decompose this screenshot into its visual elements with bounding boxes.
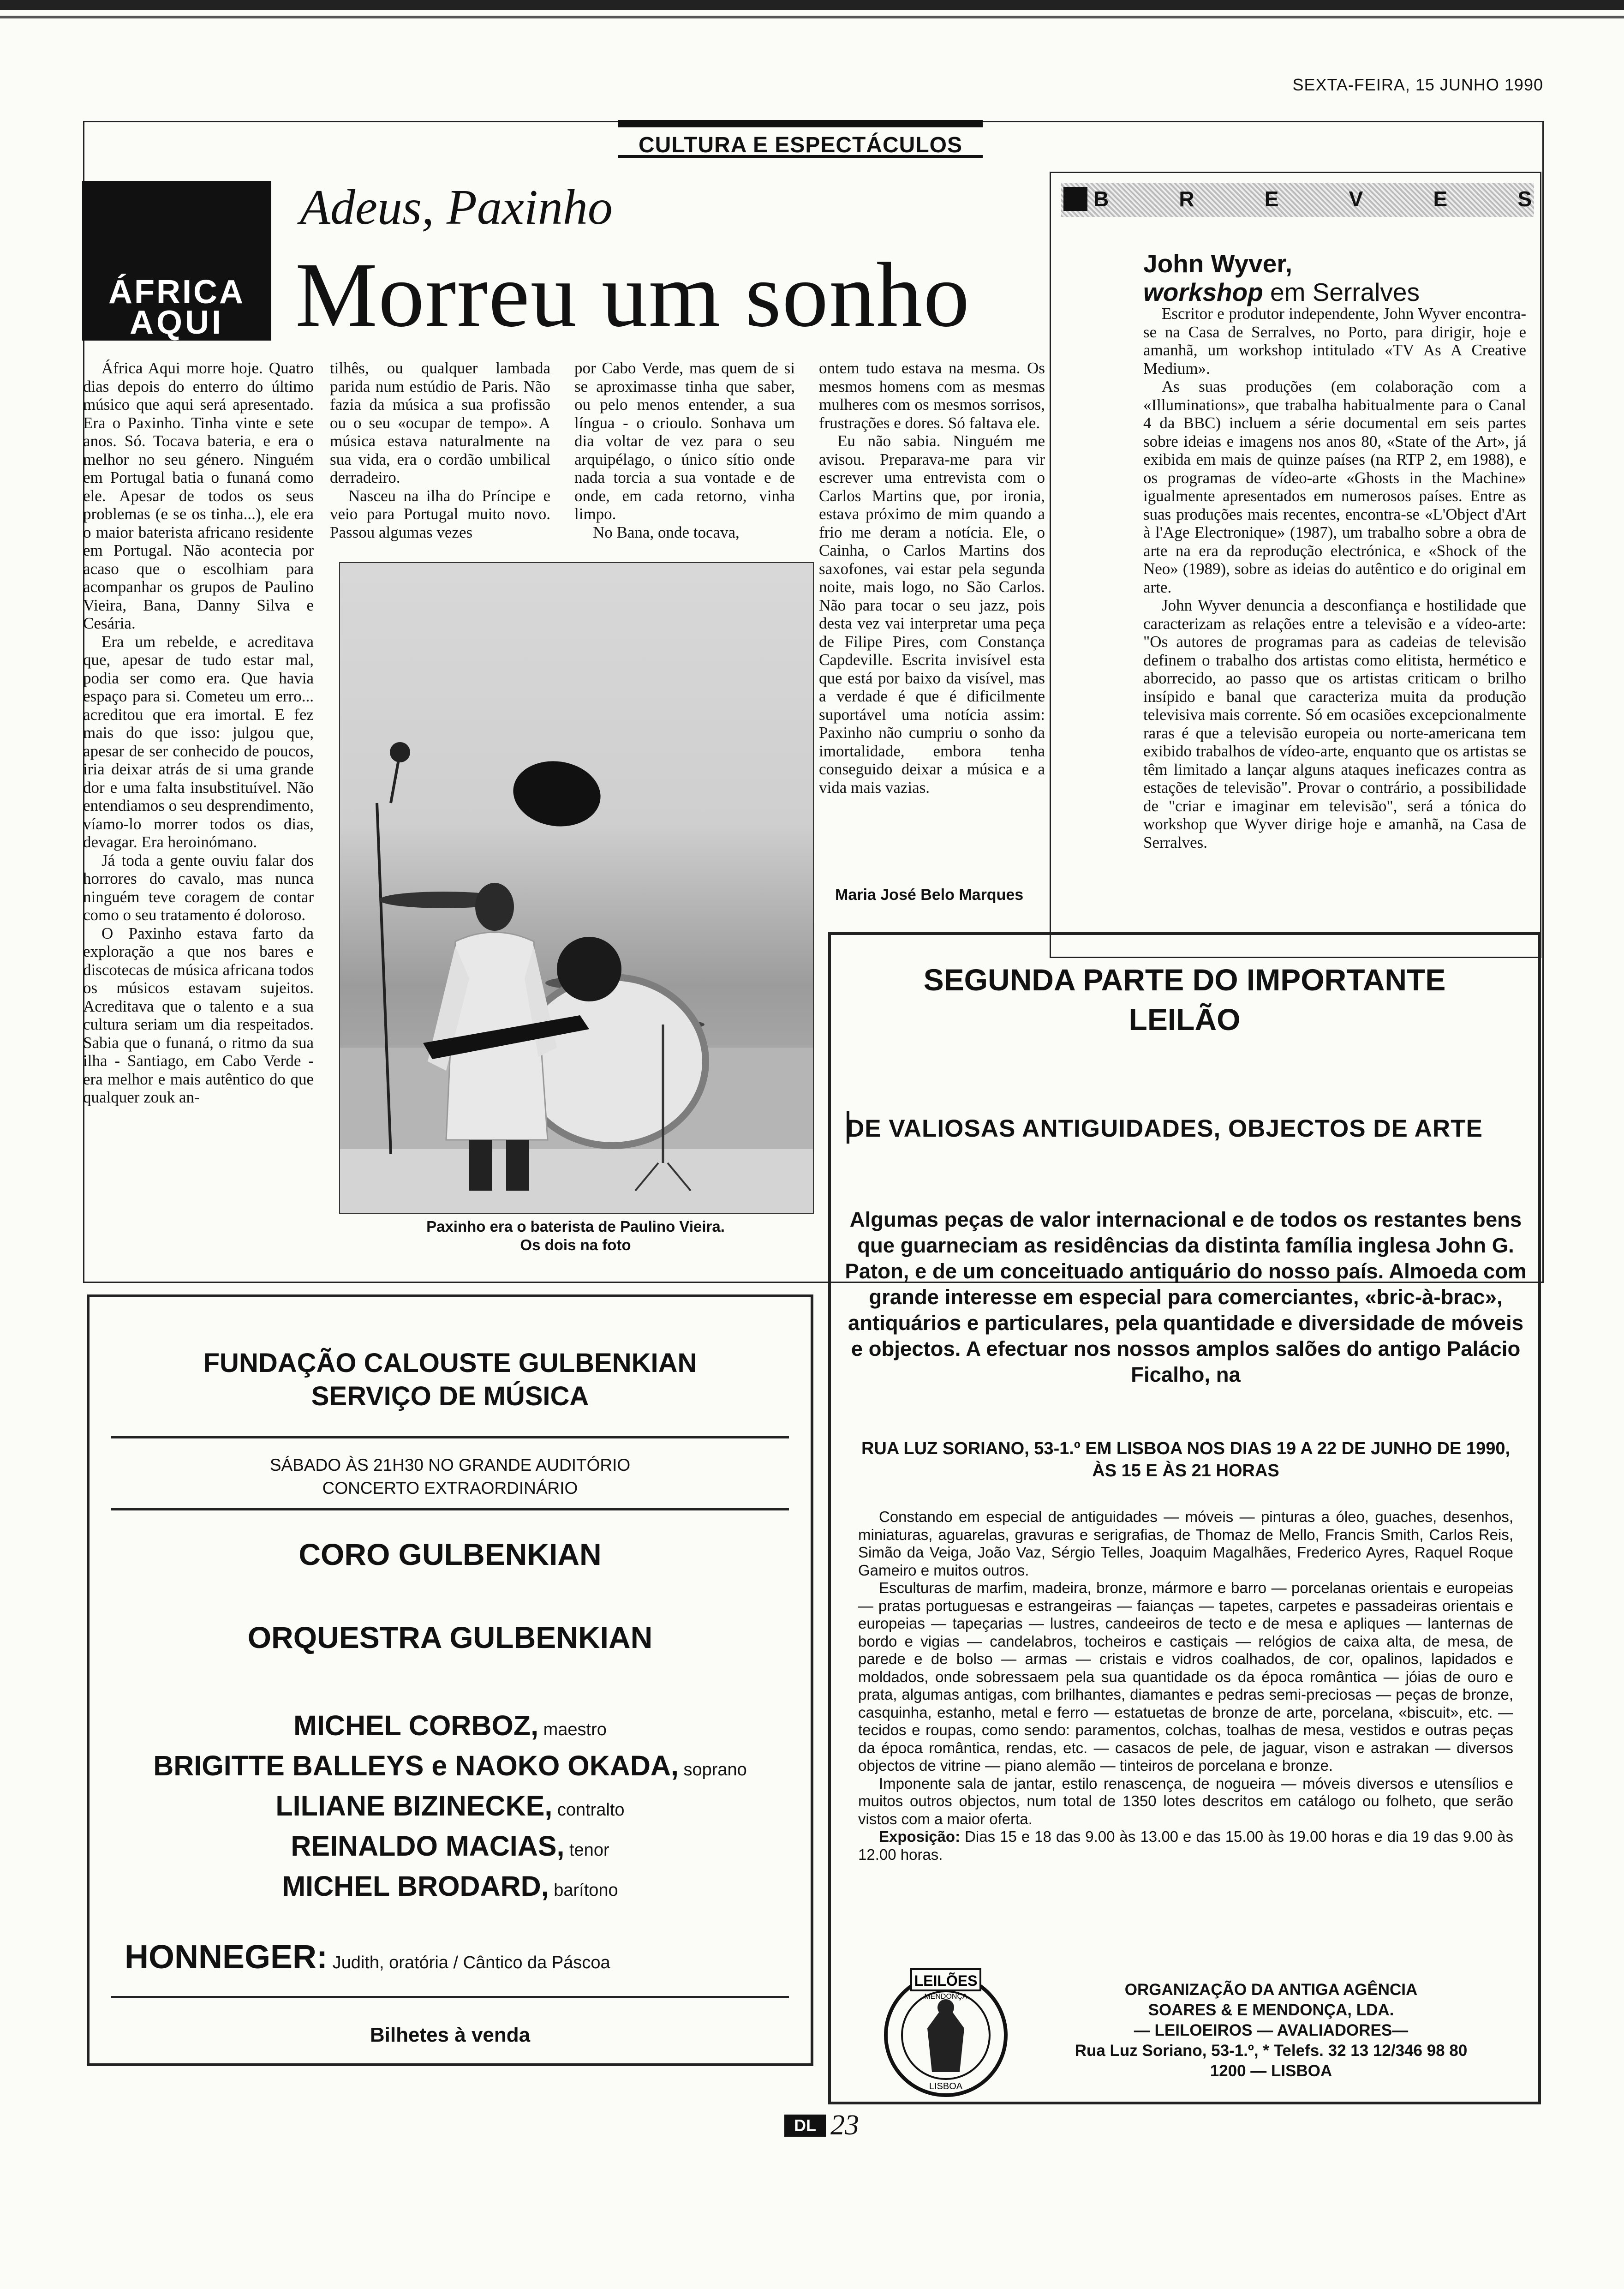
divider	[111, 1996, 789, 1998]
exhibition	[858, 1828, 1513, 1864]
schedule-line: SÁBADO ÀS 21H30 NO GRANDE AUDITÓRIO	[269, 1456, 631, 1474]
photo-illustration	[340, 563, 813, 1213]
paragraph: Já toda a gente ouviu falar dos horrores do cavalo, mas nunca ninguém teve coragem de contar como o seu tratamento é doloroso.	[83, 851, 314, 924]
article-headline: Morreu um sonho	[295, 244, 971, 346]
performer	[87, 1708, 813, 1748]
breves-square-icon	[1063, 187, 1087, 211]
performer-role: maestro	[538, 1720, 607, 1739]
paragraph: John Wyver denuncia a desconfiança e hostilidade que caracterizam as relações entre a televisão e a vídeo-arte: "Os autores de programas para as cadeias de televisão definem o trabalho dos artistas como elitista, hermético e aborrecido, ao passo que os artistas criticam o brilho insípido e banal que caracteriza muita da produção televisiva mais corrente. Só em ocasiões excepcionalmente raras é que a televisão europeia ou norte-americana tem exibido trabalhos de vídeo-arte, enquanto que os artistas se têm limitado a lançar alguns ataques ineficazes contra as estações de televisão". Provar o contrário, a possibilidade de "criar e imaginar em televisão", será a tónica do workshop que Wyver dirige hoje e amanhã, na Casa de Serralves.	[1143, 596, 1526, 851]
breves-title-place: em Serralves	[1263, 278, 1420, 306]
paragraph: ontem tudo estava na mesma. Os mesmos homens com as mesmas mulheres com os mesmos sorrisos, frustrações e dores. Só faltava ele.	[819, 359, 1045, 432]
paragraph: Constando em especial de antiguidades — móveis — pinturas a óleo, guaches, desenhos, miniaturas, aguarelas, gravuras e serigrafias, de Thomaz de Mello, Francis Smith, Carlos Reis, Simão da Veiga, João Vaz, Sérgio Telles, Joaquim Magalhães, Frederico Ayres, Raquel Roque Gameiro e muitos outros.	[858, 1508, 1513, 1579]
top-rule-thin	[0, 16, 1624, 18]
divider	[111, 1508, 789, 1510]
performer-role: soprano	[678, 1760, 747, 1780]
paragraph: Nasceu na ilha do Príncipe e veio para Portugal muito novo. Passou algumas vezes	[330, 486, 550, 541]
paragraph: Era um rebelde, e acreditava que, apesar de tudo estar mal, podia ser como era. Que havia espaço para si. Cometeu um erro... acreditou que era imortal. E fez mais do que isso: julgou que, apesar de ser conhecido de poucos, iria deixar atrás de si uma grande dor e uma falta insubstituível. Não entendiamos o seu desprendimento, víamo-lo morrer todos os dias, devagar. Era heroinómano.	[83, 632, 314, 851]
divider	[111, 1436, 789, 1438]
article-column-3	[574, 359, 795, 541]
auction-heading	[828, 960, 1541, 1039]
program-works	[125, 1938, 798, 1976]
photo-caption	[339, 1217, 812, 1254]
auction-heading-line-1: SEGUNDA PARTE DO IMPORTANTE	[923, 963, 1446, 997]
org-line: Rua Luz Soriano, 53-1.º, * Telefs. 32 13 12/346 98 80	[1075, 2042, 1468, 2060]
logo-line-2: AQUI	[130, 304, 224, 341]
breves-letter: V	[1349, 187, 1363, 211]
breves-letter: S	[1517, 187, 1532, 211]
drummer-photo	[339, 562, 814, 1214]
paragraph: Imponente sala de jantar, estilo renascença, de nogueira — móveis diversos e utensílios e muitos outros objectos, num total de 1350 lotes descritos em catálogo ou folheto, que serão vistos com a maior oferta.	[858, 1774, 1513, 1828]
exhibition-text: Dias 15 e 18 das 9.00 às 13.00 e das 15.00 às 19.00 horas e dia 19 das 9.00 às 12.00 horas.	[858, 1828, 1513, 1863]
performer-name: MICHEL CORBOZ,	[293, 1710, 539, 1741]
performer	[87, 1748, 813, 1788]
paragraph: No Bana, onde tocava,	[593, 523, 740, 541]
paragraph: África Aqui morre hoje. Quatro dias depois do enterro do último músico que aqui será apresentado. Era o Paxinho. Tinha vinte e sete anos. Só. Tocava bateria, e era o melhor no seu género. Ninguém em Portugal batia o funaná como ele. Apesar de todos os seus problemas (e se os tinha...), ele era o maior baterista africano residente em Portugal. Não acontecia por acaso que o escolhiam para acompanhar os grupos de Paulino Vieira, Bana, Danny Silva e Cesária.	[83, 359, 314, 632]
seal-emblem	[879, 1964, 1013, 2102]
performer-name: LILIANE BIZINECKE,	[275, 1790, 553, 1822]
section-title: CULTURA E ESPECTÁCULOS	[618, 120, 983, 158]
breves-letter: R	[1179, 187, 1194, 211]
seal-bottom-text: LISBOA	[929, 2081, 963, 2091]
paragraph: Eu não sabia. Ninguém me avisou. Preparava-me para vir escrever uma entrevista com o Carlos Martins que, por ironia, estava próximo de mim quando a frio me deram a notícia. Ele, o Cainha, o Carlos Martins dos saxofones, vai estar pela segunda noite, mais logo, no São Carlos. Não para tocar o seu jazz, pois desta vez vai interpretar uma peça de Filipe Pires, com Constança Capdeville. Escrita invisível esta que está por baixo da visível, mas a verdade é que é dificilmente suportável uma notícia assim: Paxinho não cumpriu o sonho da imortalidade, embora tenha conseguido deixar a música e a vida mais vazias.	[819, 432, 1045, 797]
article-column-2	[330, 359, 550, 541]
leiloes-seal-logo	[879, 1964, 1013, 2102]
seal-top-text: LEILÕES	[914, 1972, 978, 1989]
performer-role: tenor	[564, 1840, 609, 1860]
org-line: ORGANIZAÇÃO DA ANTIGA AGÊNCIA	[1124, 1981, 1418, 1999]
performer-name: BRIGITTE BALLEYS e NAOKO OKADA,	[153, 1750, 679, 1781]
breves-label	[1093, 181, 1532, 216]
author-byline: Maria José Belo Marques	[835, 886, 1024, 904]
paragraph: tilhês, ou qualquer lambada parida num estúdio de Paris. Não fazia da música a sua profissão ou o seu «ocupar de tempo». A música estava naturalmente na sua vida, era o cordão umbilical derradeiro.	[330, 359, 550, 486]
org-line: — LEILOEIROS — AVALIADORES—	[1134, 2021, 1409, 2039]
issue-date: SEXTA-FEIRA, 15 JUNHO 1990	[1292, 75, 1543, 94]
article-kicker: Adeus, Paxinho	[300, 180, 613, 235]
breves-title-line-2	[1143, 278, 1420, 306]
paragraph: Esculturas de marfim, madeira, bronze, mármore e barro — porcelanas orientais e europeias — pratas portuguesas e estrangeiras — faianças — tapetes, carpetes e passadeiras orientais e europeias — tapeçarias — lustres, candeeiros de tecto e de mesa e apliques — lanternas de bordo e vigias — candelabros, tocheiros e castiçais — relógios de caixa alta, de mesa, de parede e de bolso — armas — cristais e vidros coalhados, de cor, opalinos, lapidados e moldados, onde sobressaem pela sua quantidade os da época romântica — jóias de ouro e prata, algumas antigas, com brilhantes, diamantes e pedras semi-preciosas — peças de bronze, casquinha, estanho, metal e ferro — estatuetas de bronze de arte, porcelana, «biscuit», etc. — tecidos e roupas, como sendo: paramentos, colchas, toalhas de mesa, vestidos e outras peças da época romântica, rendas, etc. — casacos de pele, de jaguar, vison e astrakan — diversos objectos de vitrine — piano alemão — tinteiros de porcelana e bronze.	[858, 1579, 1513, 1774]
orchestra-name: ORQUESTRA GULBENKIAN	[247, 1620, 653, 1654]
logo-line-1: ÁFRICA	[108, 274, 245, 311]
caption-line-2: Os dois na foto	[520, 1236, 631, 1253]
gulbenkian-line-2: SERVIÇO DE MÚSICA	[311, 1381, 589, 1411]
performer-role: barítono	[549, 1881, 618, 1900]
performers-list	[87, 1708, 813, 1908]
auction-body	[858, 1508, 1513, 1864]
breves-letter: E	[1264, 187, 1279, 211]
breves-letter: E	[1433, 187, 1448, 211]
gulbenkian-schedule	[87, 1454, 813, 1500]
performer	[87, 1868, 813, 1908]
seal-mid-text: MENDONÇA	[924, 1993, 967, 2001]
paragraph: Escritor e produtor independente, John Wyver encontra-se na Casa de Serralves, no Porto, para dirigir, hoje e amanhã, um workshop intitulado «TV As A Creative Medium».	[1143, 305, 1526, 378]
org-line: 1200 — LISBOA	[1210, 2062, 1332, 2080]
composer: HONNEGER:	[125, 1939, 328, 1976]
auction-intro: Algumas peças de valor internacional e de todos os restantes bens que guarneciam as residências da distinta família inglesa John G. Paton, e de um conceituado antiquário do nosso país. Almoeda com grande interesse em especial para comerciantes, «bric-à-brac», antiquários e particulares, pela quantidade e diversidade de móveis e objectos. A efectuar nos nossos amplos salões do antigo Palácio Ficalho, na	[845, 1208, 1527, 1386]
breves-text	[1143, 305, 1526, 851]
choir-name: CORO GULBENKIAN	[299, 1537, 602, 1571]
top-rule	[0, 0, 1624, 10]
auction-subheading: DE VALIOSAS ANTIGUIDADES, OBJECTOS DE ARTE	[847, 1115, 1483, 1142]
page-number: 23	[830, 2109, 859, 2141]
performer-name: MICHEL BRODARD,	[282, 1870, 549, 1902]
schedule-line: CONCERTO EXTRAORDINÁRIO	[322, 1479, 578, 1498]
breves-title	[1143, 249, 1420, 306]
caption-line-1: Paxinho era o baterista de Paulino Vieira.	[426, 1218, 725, 1235]
breves-title-workshop: workshop	[1143, 278, 1263, 306]
article-column-4	[819, 359, 1045, 797]
paragraph: por Cabo Verde, mas quem de si se aproximasse tinha que saber, ou pelo menos entender, a sua língua - o crioulo. Sonhava um dia voltar de vez para o seu arquipélago, o único sítio onde nada torcia a sua vontade e de onde, em cada retorno, vinha limpo.	[574, 359, 795, 523]
gulbenkian-line-1: FUNDAÇÃO CALOUSTE GULBENKIAN	[203, 1348, 697, 1378]
article-column-1	[83, 359, 314, 1107]
auction-organizer	[1022, 1980, 1520, 2081]
org-line: SOARES & E MENDONÇA, LDA.	[1148, 2001, 1394, 2019]
dl-logo: DL	[784, 2115, 826, 2137]
performer	[87, 1788, 813, 1828]
tickets-notice: Bilhetes à venda	[370, 2024, 531, 2046]
paragraph: As suas produções (em colaboração com a «Illuminations», que trabalha habitualmente para o Canal 4 da BBC) incluem a série documental em seis partes sobre ideias e imagens nos anos 80, «State of the Art», já exibida em mais de quinze países (na RTP 2, em 1988), e os programas de vídeo-arte «Ghosts in the Machine» igualmente apresentados em numerosos países. Entre as suas produções mais recentes, encontra-se «L'Object d'Art à l'Age Electronique» (1987), um trabalho sobre a obra de arte na era da reprodução electrónica, e «Shock of the Neo» (1989), sobre as ideias do autêntico e do original em arte.	[1143, 378, 1526, 596]
performer-name: REINALDO MACIAS,	[291, 1830, 565, 1862]
auction-address: RUA LUZ SORIANO, 53-1.º EM LISBOA NOS DIAS 19 A 22 DE JUNHO DE 1990, ÀS 15 E ÀS 21 HORAS	[861, 1439, 1511, 1480]
africa-aqui-logo	[82, 181, 271, 341]
exhibition-label: Exposição:	[879, 1828, 961, 1845]
performer-role: contralto	[552, 1800, 625, 1820]
paragraph: O Paxinho estava farto da exploração a que nos bares e discotecas de música africana todos os músicos estavam sujeitos. Acreditava que o talento e a sua cultura seriam um dia respeitados. Sabia que o funaná, o ritmo da sua ilha - Santiago, em Cabo Verde - era melhor e mais autêntico do que qualquer zouk an-	[83, 924, 314, 1106]
gulbenkian-header	[87, 1347, 813, 1413]
auction-heading-line-2: LEILÃO	[1128, 1002, 1241, 1037]
breves-title-line-1: John Wyver,	[1143, 249, 1292, 278]
breves-letter: B	[1093, 187, 1109, 211]
works: Judith, oratória / Cântico da Páscoa	[328, 1953, 610, 1972]
performer	[87, 1828, 813, 1868]
